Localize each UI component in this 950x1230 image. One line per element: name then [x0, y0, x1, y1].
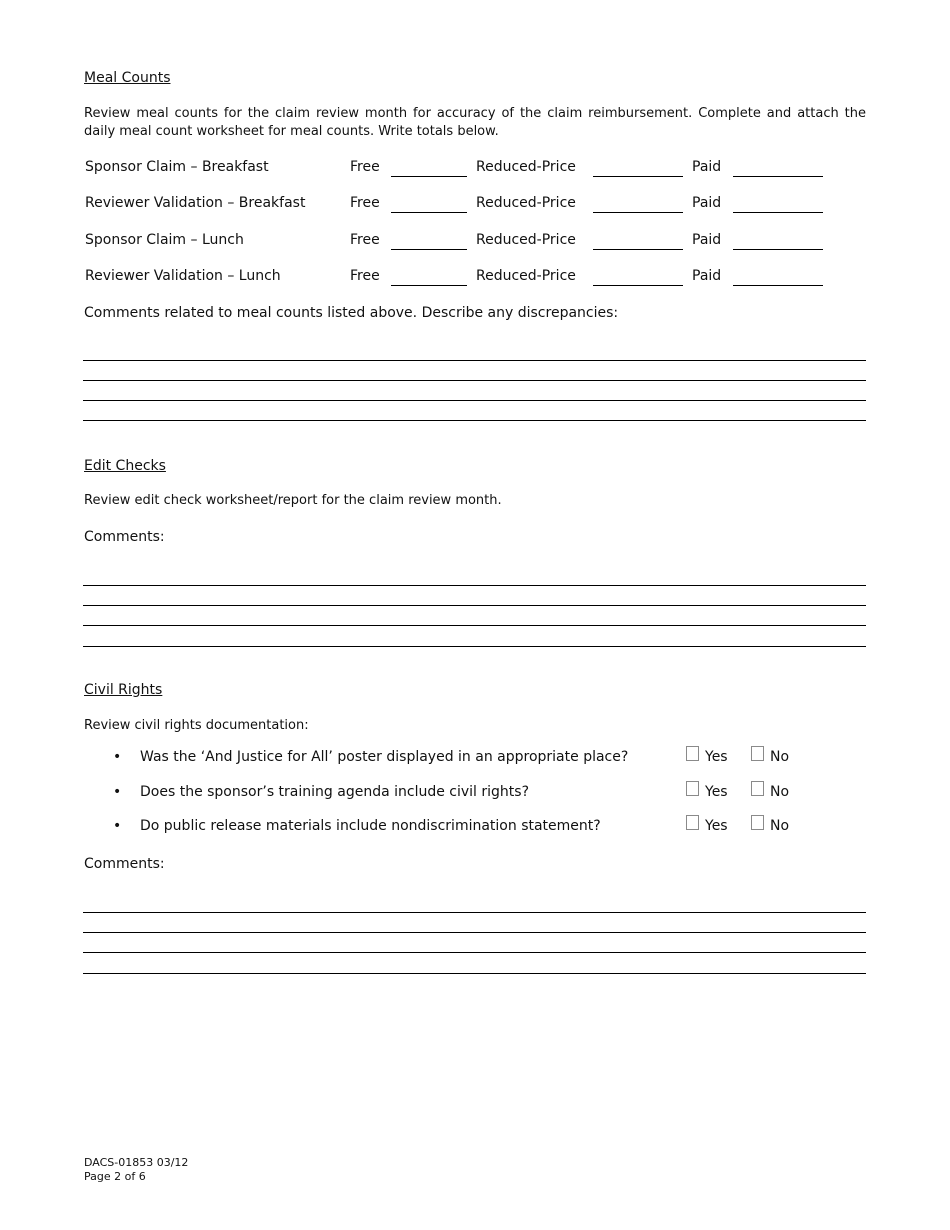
civil-rights-heading: Civil Rights [84, 682, 163, 698]
edit-checks-comments-label: Comments: [84, 529, 165, 545]
meal-counts-intro: Review meal counts for the claim review month for accuracy of the claim reimbursement. Complete and attach the daily meal count worksheet for meal counts. Write totals below. [84, 106, 866, 139]
edit-checks-intro: Review edit check worksheet/report for the claim review month. [84, 493, 502, 508]
civil-rights-intro: Review civil rights documentation: [84, 718, 309, 733]
bullet: • [113, 818, 122, 834]
paid-label: Paid [692, 195, 722, 211]
paid-count-field[interactable] [733, 212, 823, 213]
civil-rights-comment-line-2[interactable] [83, 932, 866, 933]
paid-count-field[interactable] [733, 249, 823, 250]
edit-checks-comment-line-2[interactable] [83, 605, 866, 606]
meal-counts-heading: Meal Counts [84, 70, 171, 86]
paid-label: Paid [692, 232, 722, 248]
edit-checks-comment-line-4[interactable] [83, 646, 866, 647]
edit-checks-comment-line-1[interactable] [83, 585, 866, 586]
meal-counts-comment-line-2[interactable] [83, 380, 866, 381]
question-poster: Was the ‘And Justice for All’ poster displayed in an appropriate place? [140, 749, 629, 765]
no-checkbox-poster[interactable] [751, 746, 764, 761]
yes-label: Yes [705, 749, 728, 765]
civil-rights-comment-line-4[interactable] [83, 973, 866, 974]
no-label: No [770, 749, 790, 765]
row-label-sponsor-lunch: Sponsor Claim – Lunch [85, 232, 244, 248]
no-checkbox-public-release[interactable] [751, 815, 764, 830]
free-count-field[interactable] [391, 176, 467, 177]
row-label-sponsor-breakfast: Sponsor Claim – Breakfast [85, 159, 269, 175]
civil-rights-comments-label: Comments: [84, 856, 165, 872]
row-label-reviewer-lunch: Reviewer Validation – Lunch [85, 268, 281, 284]
reduced-price-label: Reduced-Price [476, 268, 576, 284]
reduced-price-label: Reduced-Price [476, 159, 576, 175]
edit-checks-heading: Edit Checks [84, 458, 166, 474]
question-training-agenda: Does the sponsor’s training agenda include civil rights? [140, 784, 530, 800]
paid-label: Paid [692, 159, 722, 175]
yes-label: Yes [705, 818, 728, 834]
row-label-reviewer-breakfast: Reviewer Validation – Breakfast [85, 195, 306, 211]
free-count-field[interactable] [391, 249, 467, 250]
paid-label: Paid [692, 268, 722, 284]
reduced-price-count-field[interactable] [593, 176, 683, 177]
yes-checkbox-poster[interactable] [686, 746, 699, 761]
edit-checks-comment-line-3[interactable] [83, 625, 866, 626]
meal-counts-comment-line-3[interactable] [83, 400, 866, 401]
meal-counts-comments-label: Comments related to meal counts listed above. Describe any discrepancies: [84, 305, 619, 321]
question-public-release: Do public release materials include nondiscrimination statement? [140, 818, 601, 834]
form-number: DACS-01853 03/12 [84, 1156, 189, 1169]
meal-counts-comment-line-4[interactable] [83, 420, 866, 421]
free-count-field[interactable] [391, 212, 467, 213]
yes-label: Yes [705, 784, 728, 800]
bullet: • [113, 749, 122, 765]
no-label: No [770, 818, 790, 834]
reduced-price-count-field[interactable] [593, 249, 683, 250]
free-label: Free [350, 195, 380, 211]
paid-count-field[interactable] [733, 176, 823, 177]
meal-counts-comment-line-1[interactable] [83, 360, 866, 361]
reduced-price-count-field[interactable] [593, 285, 683, 286]
free-label: Free [350, 159, 380, 175]
civil-rights-comment-line-3[interactable] [83, 952, 866, 953]
yes-checkbox-public-release[interactable] [686, 815, 699, 830]
reduced-price-count-field[interactable] [593, 212, 683, 213]
civil-rights-comment-line-1[interactable] [83, 912, 866, 913]
free-count-field[interactable] [391, 285, 467, 286]
reduced-price-label: Reduced-Price [476, 195, 576, 211]
free-label: Free [350, 232, 380, 248]
paid-count-field[interactable] [733, 285, 823, 286]
yes-checkbox-training-agenda[interactable] [686, 781, 699, 796]
no-label: No [770, 784, 790, 800]
page-number: Page 2 of 6 [84, 1170, 146, 1183]
bullet: • [113, 784, 122, 800]
no-checkbox-training-agenda[interactable] [751, 781, 764, 796]
reduced-price-label: Reduced-Price [476, 232, 576, 248]
free-label: Free [350, 268, 380, 284]
